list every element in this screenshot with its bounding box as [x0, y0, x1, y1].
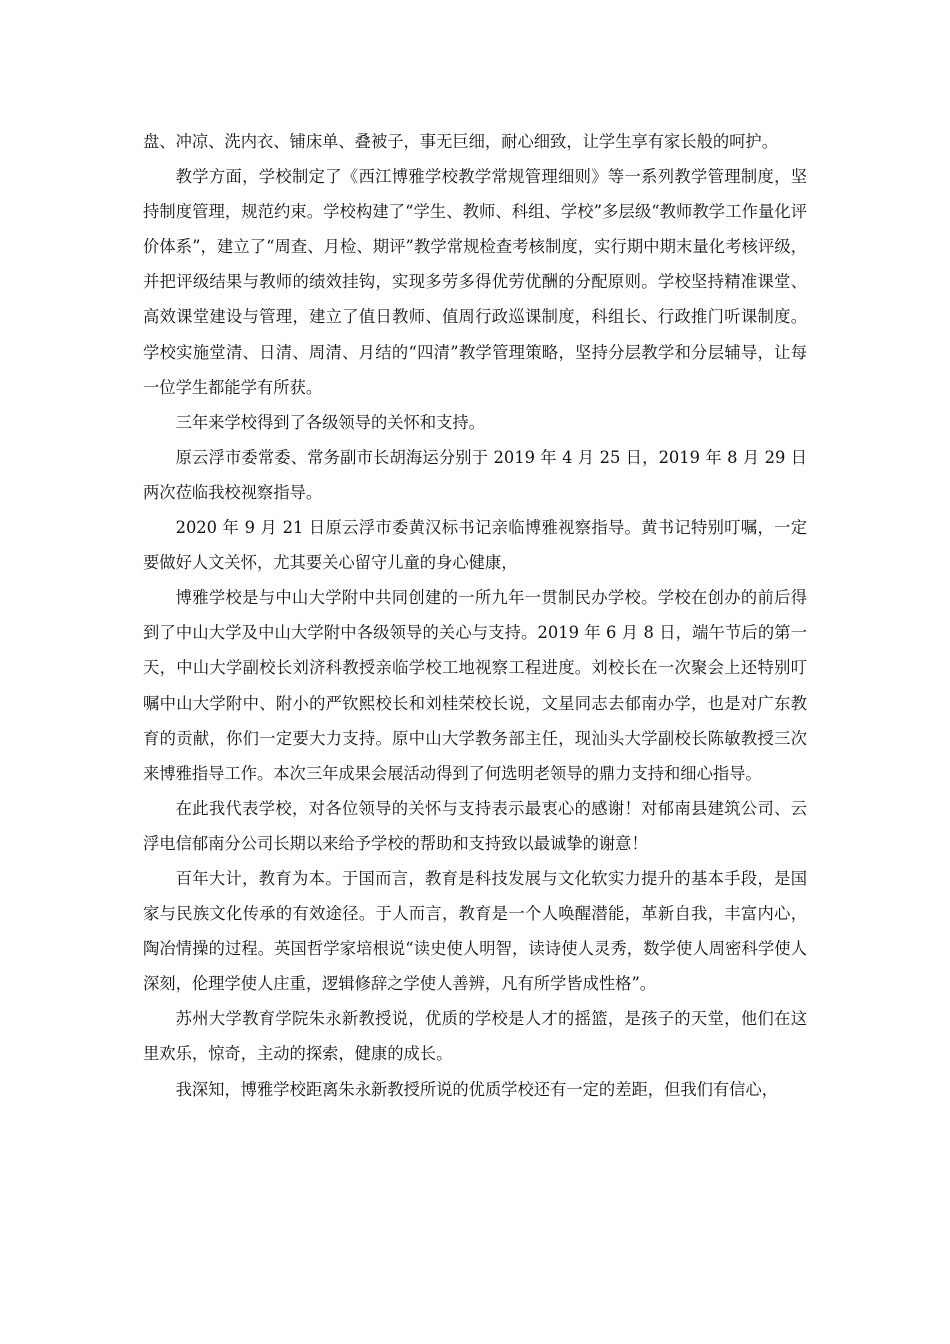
paragraph-leadership-support-intro: 三年来学校得到了各级领导的关怀和支持。: [175, 412, 485, 432]
paragraph-teaching-management: 教学方面，学校制定了《西江博雅学校教学常规管理细则》等一系列教学管理制度，坚持制度管理，规范约束。学校构建了“学生、教师、科组、学校”多层级“教师教学工作量化评价体系”，建立了“周查、月检、期评”教学常规检查考核制度，实行期中期末量化考核评级，并把评级结果与教师的绩效挂钩，实现多劳多得优劳优酬的分配原则。学校坚持精准课堂、高效课堂建设与管理，建立了值日教师、值周行政巡课制度，科组长、行政推门听课制度。学校实施堂清、日清、周清、月结的“四清”教学管理策略，坚持分层教学和分层辅导，让每一位学生都能学有所获。: [143, 167, 807, 397]
paragraph-closing-confidence: 我深知，博雅学校距离朱永新教授所说的优质学校还有一定的差距，但我们有信心，: [175, 1079, 779, 1099]
paragraph-dormitory-care-continuation: 盘、冲凉、洗内衣、铺床单、叠被子，事无巨细，耐心细致，让学生享有家长般的呵护。: [143, 132, 778, 151]
paragraph-quality-school-quote: 苏州大学教育学院朱永新教授说，优质的学校是人才的摇篮，是孩子的天堂，他们在这里欢乐，惊奇，主动的探索，健康的成长。: [143, 1009, 807, 1064]
paragraph-education-importance: 百年大计，教育为本。于国而言，教育是科技发展与文化软实力提升的基本手段，是国家与民族文化传承的有效途径。于人而言，教育是一个人唤醒潜能，革新自我，丰富内心，陶冶情操的过程。英国哲学家培根说“读史使人明智，读诗使人灵秀，数学使人周密科学使人深刻，伦理学使人庄重，逻辑修辞之学使人善辨，凡有所学皆成性格”。: [143, 868, 807, 994]
paragraph-party-secretary-visit: 2020 年 9 月 21 日原云浮市委黄汉标书记亲临博雅视察指导。黄书记特别叮嘱，一定要做好人文关怀，尤其要关心留守儿童的身心健康，: [143, 518, 807, 573]
paragraph-sun-yat-sen-university-support: 博雅学校是与中山大学附中共同创建的一所九年一贯制民办学校。学校在创办的前后得到了中山大学及中山大学附中各级领导的关心与支持。2019 年 6 月 8 日，端午节后的第一天，中山大学副校长刘济科教授亲临学校工地视察工程进度。刘校长在一次聚会上还特别叮嘱中山大学附中、附小的严钦熙校长和刘桂荣校长说，文星同志去郁南办学，也是对广东教育的贡献，你们一定要大力支持。原中山大学教务部主任，现汕头大学副校长陈敏教授三次来博雅指导工作。本次三年成果会展活动得到了何选明老领导的鼎力支持和细心指导。: [143, 588, 807, 783]
paragraph-acknowledgements: 在此我代表学校，对各位领导的关怀与支持表示最衷心的感谢！对郁南县建筑公司、云浮电信郁南分公司长期以来给予学校的帮助和支持致以最诚挚的谢意！: [143, 798, 807, 853]
document-body: [143, 124, 807, 1107]
paragraph-vice-mayor-visits: 原云浮市委常委、常务副市长胡海运分别于 2019 年 4 月 25 日，2019 年 8 月 29 日两次莅临我校视察指导。: [143, 447, 807, 502]
